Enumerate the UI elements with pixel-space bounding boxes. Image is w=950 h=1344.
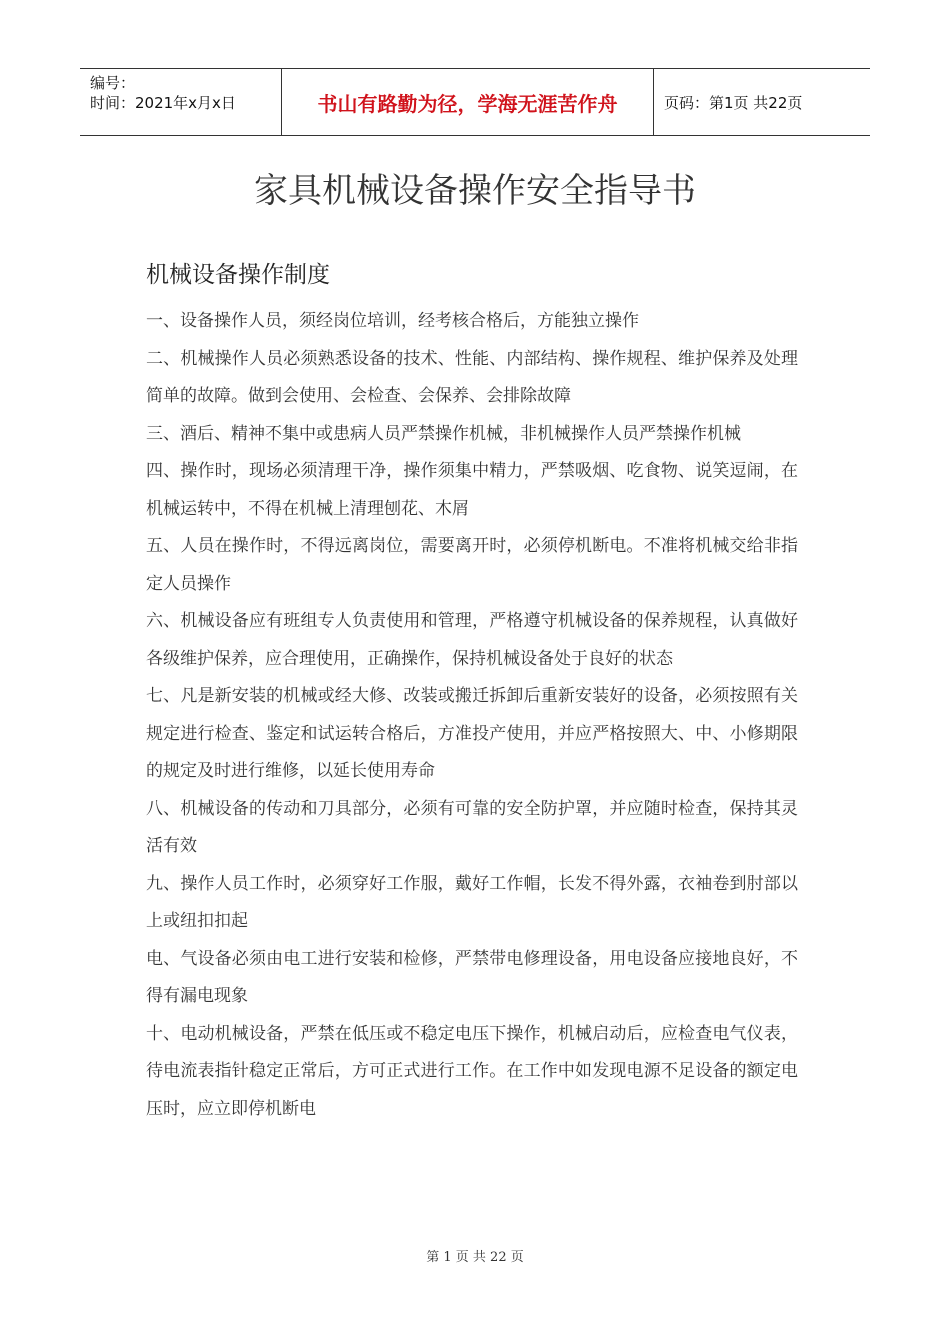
paragraph: 八、机械设备的传动和刀具部分，必须有可靠的安全防护罩，并应随时检查，保持其灵活有效 — [146, 798, 798, 856]
document-body — [146, 303, 798, 1128]
page-footer: 第 1 页 共 22 页 — [426, 1250, 524, 1265]
header-meta — [80, 69, 282, 135]
paragraph: 电、气设备必须由电工进行安装和检修，严禁带电修理设备，用电设备应接地良好，不得有漏电现象 — [146, 948, 798, 1006]
paragraph: 六、机械设备应有班组专人负责使用和管理，严格遵守机械设备的保养规程，认真做好各级维护保养，应合理使用，正确操作，保持机械设备处于良好的状态 — [146, 611, 798, 669]
document-time: 时间：2021年x月x日 — [90, 94, 236, 112]
paragraph: 四、操作时，现场必须清理干净，操作须集中精力，严禁吸烟、吃食物、说笑逗闹，在机械运转中，不得在机械上清理刨花、木屑 — [146, 461, 798, 519]
paragraph: 三、酒后、精神不集中或患病人员严禁操作机械，非机械操作人员严禁操作机械 — [146, 423, 741, 444]
document-title: 家具机械设备操作安全指导书 — [254, 171, 696, 211]
paragraph: 二、机械操作人员必须熟悉设备的技术、性能、内部结构、操作规程、维护保养及处理简单的故障。做到会使用、会检查、会保养、会排除故障 — [146, 348, 798, 406]
page-header — [80, 68, 870, 136]
paragraph: 七、凡是新安装的机械或经大修、改装或搬迁拆卸后重新安装好的设备，必须按照有关规定进行检查、鉴定和试运转合格后，方准投产使用，并应严格按照大、中、小修期限的规定及时进行维修，以延长使用寿命 — [146, 686, 798, 781]
paragraph: 九、操作人员工作时，必须穿好工作服，戴好工作帽，长发不得外露，衣袖卷到肘部以上或纽扣扣起 — [146, 873, 798, 931]
paragraph: 一、设备操作人员，须经岗位培训，经考核合格后，方能独立操作 — [146, 311, 639, 331]
header-page-info: 页码：第1页 共22页 — [664, 93, 803, 112]
header-motto: 书山有路勤为径，学海无涯苦作舟 — [282, 69, 654, 135]
paragraph: 十、电动机械设备，严禁在低压或不稳定电压下操作，机械启动后，应检查电气仪表，待电流表指针稳定正常后，方可正式进行工作。在工作中如发现电源不足设备的额定电压时，应立即停机断电 — [146, 1023, 798, 1119]
paragraph: 五、人员在操作时，不得远离岗位，需要离开时，必须停机断电。不准将机械交给非指定人员操作 — [146, 536, 798, 594]
document-number-label: 编号： — [90, 74, 136, 92]
section-title: 机械设备操作制度 — [146, 262, 330, 288]
